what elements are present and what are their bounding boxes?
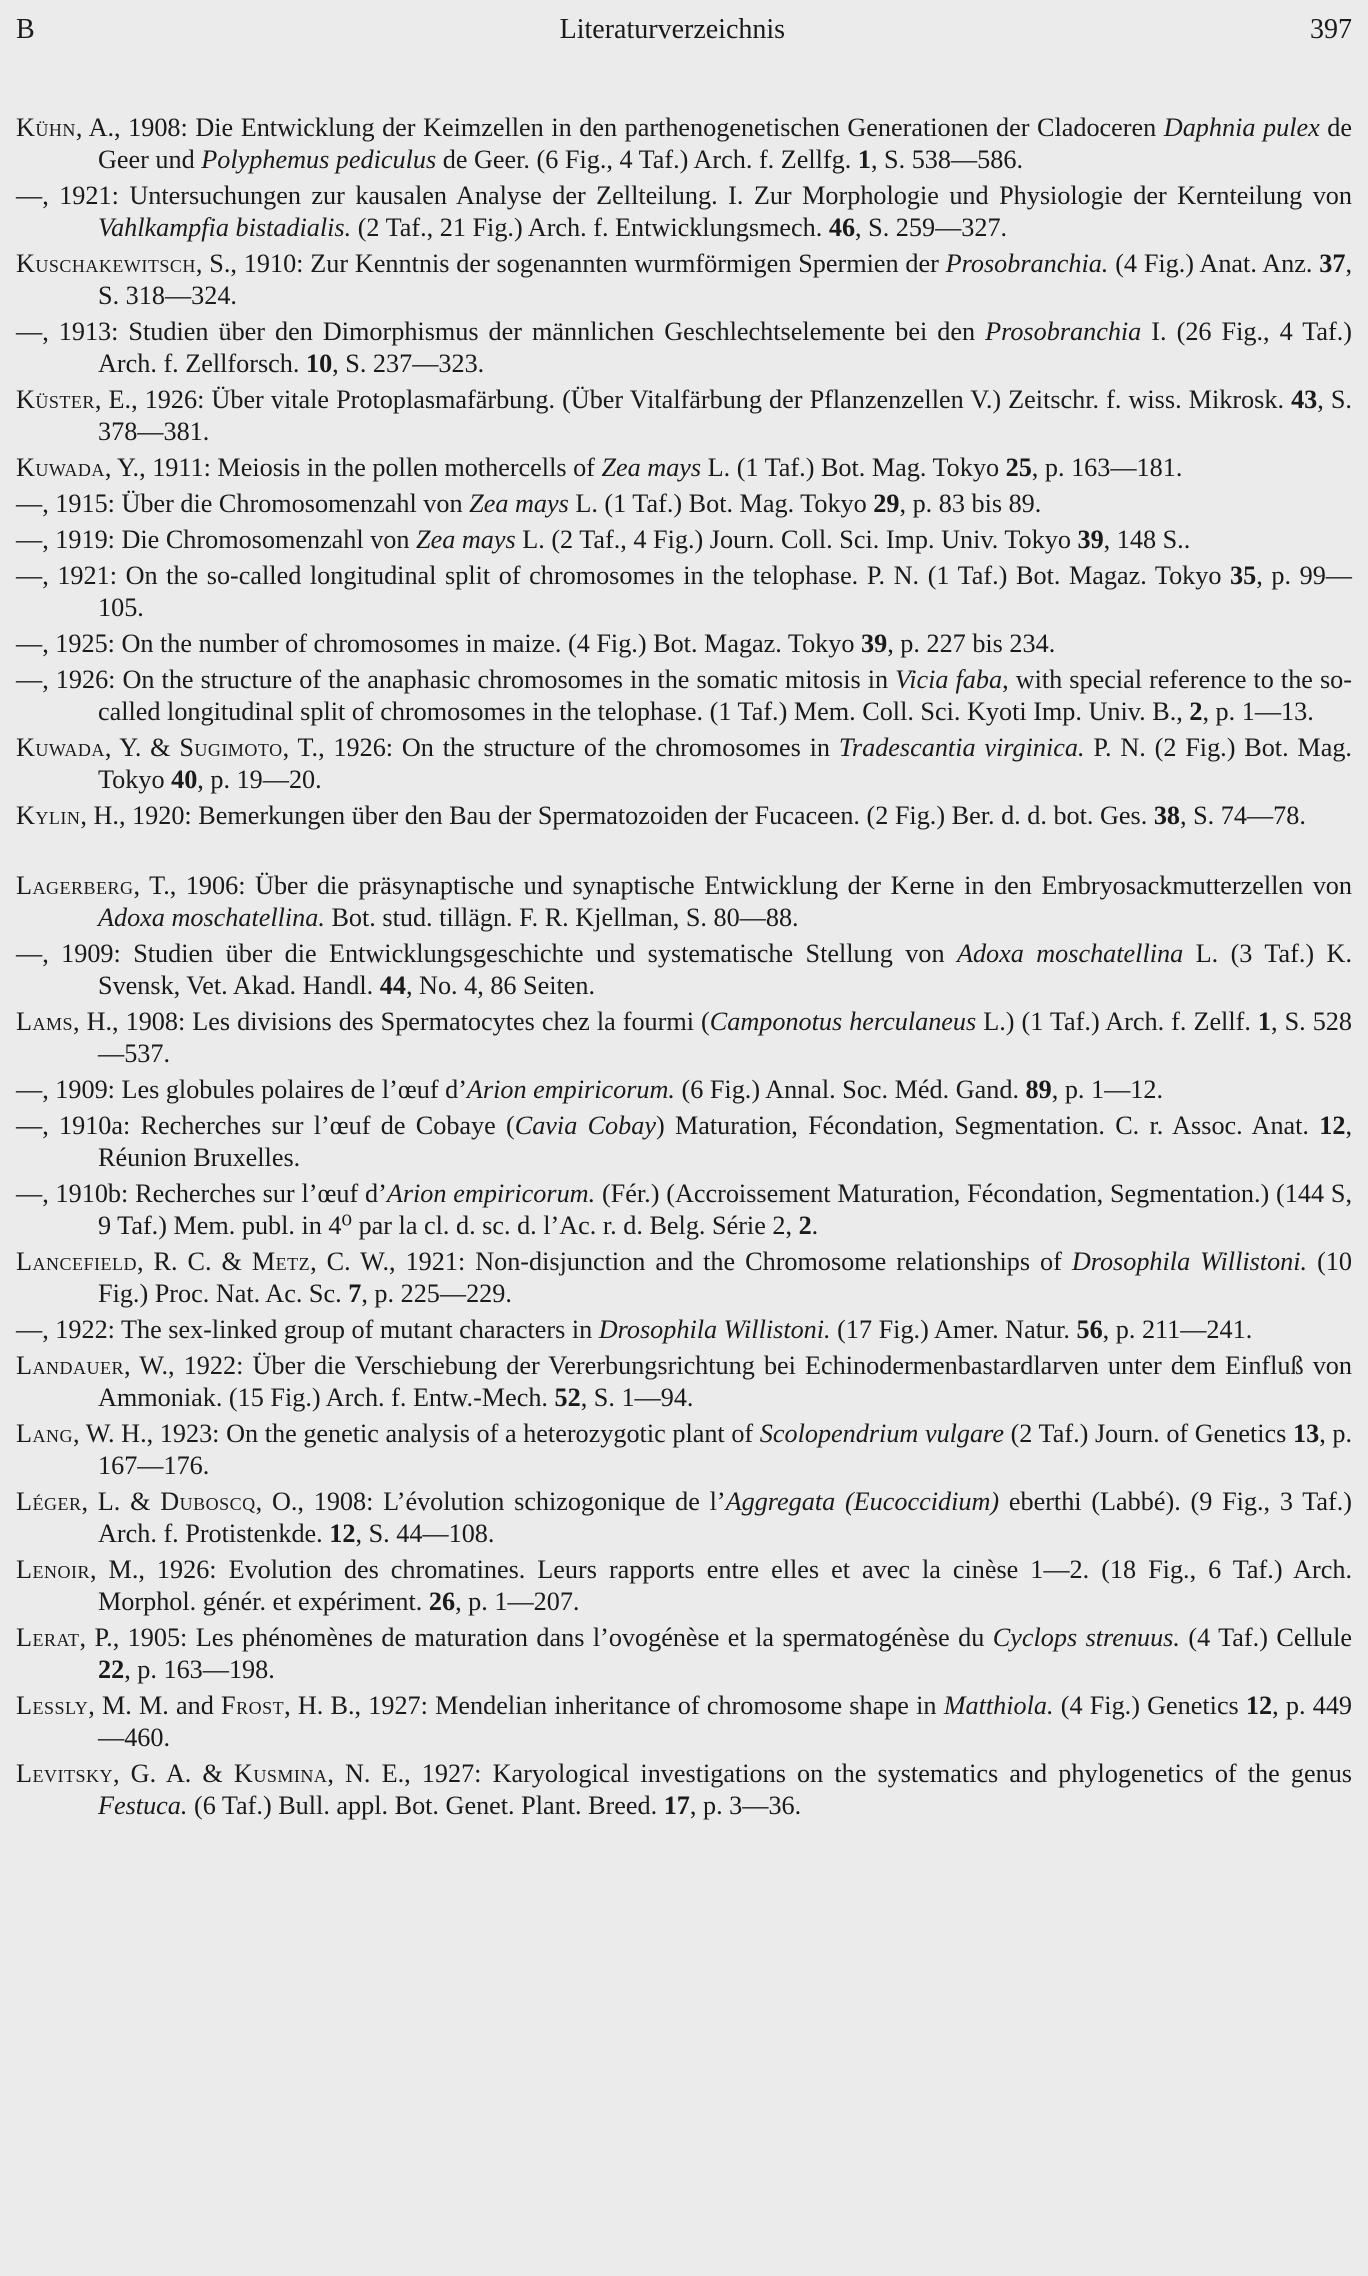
entry-text: , T., 1906: Über die präsynaptische und synaptische Entwicklung der Kerne in den Embryosackmutterzellen von xyxy=(133,871,1352,900)
entry-text: , p. 163—198. xyxy=(124,1655,275,1684)
volume-number: 7 xyxy=(348,1279,362,1308)
bibliography-entry xyxy=(16,1178,1352,1242)
bibliography-entry xyxy=(16,938,1352,1002)
entry-text: , E., 1926: Über vitale Protoplasmafärbung. (Über Vitalfärbung der Pflanzenzellen V.) Zeitschr. f. wiss. Mikrosk. xyxy=(94,385,1292,414)
volume-number: 17 xyxy=(663,1791,690,1820)
entry-text: , p. 1—207. xyxy=(455,1587,580,1616)
italic-taxon: Adoxa moschatellina xyxy=(956,939,1184,968)
entry-text: (2 Taf.) Journ. of Genetics xyxy=(1003,1419,1293,1448)
volume-number: 56 xyxy=(1076,1315,1103,1344)
entry-text: , S., 1910: Zur Kenntnis der sogenannten wurmförmigen Spermien der xyxy=(195,249,946,278)
entry-text: , No. 4, 86 Seiten. xyxy=(405,971,596,1000)
author-name: Kühn xyxy=(16,113,76,142)
author-name: Kuschakewitsch xyxy=(16,249,196,278)
entry-text: , S. 44—108. xyxy=(355,1519,495,1548)
italic-taxon: Adoxa moschatellina. xyxy=(98,903,325,932)
entry-text: , P., 1905: Les phénomènes de maturation dans l’ovogénèse et la spermatogénèse du xyxy=(79,1623,993,1652)
bibliography-entry xyxy=(16,488,1352,520)
entry-text: (4 Fig.) Anat. Anz. xyxy=(1108,249,1320,278)
author-name: Lerat xyxy=(16,1623,80,1652)
bibliography-entry xyxy=(16,1418,1352,1482)
author-name: Levitsky xyxy=(16,1759,113,1788)
entry-text: L. (2 Taf., 4 Fig.) Journ. Coll. Sci. Imp. Univ. Tokyo xyxy=(515,525,1078,554)
volume-number: 29 xyxy=(873,489,900,518)
bibliography-entry xyxy=(16,1314,1352,1346)
entry-text: (2 Taf., 21 Fig.) Arch. f. Entwicklungsmech. xyxy=(351,213,829,242)
entry-text: , S. 259—327. xyxy=(855,213,1008,242)
entry-text: , p. 3—36. xyxy=(689,1791,802,1820)
entry-text: —, 1921: Untersuchungen zur kausalen Analyse der Zellteilung. I. Zur Morphologie und Physiologie der Kernteilung von xyxy=(16,181,1352,210)
entry-text: , p. 449—460. xyxy=(98,1691,1353,1752)
entry-text: de Geer. (6 Fig., 4 Taf.) Arch. f. Zellfg. xyxy=(436,145,858,174)
entry-text: , C. W., 1921: Non-disjunction and the Chromosome relationships of xyxy=(310,1247,1072,1276)
italic-taxon: Arion empiricorum. xyxy=(386,1179,596,1208)
volume-number: 1 xyxy=(857,145,871,174)
entry-text: , Y. & xyxy=(104,733,180,762)
italic-taxon: Festuca. xyxy=(98,1791,188,1820)
volume-number: 2 xyxy=(798,1211,812,1240)
entry-text: , H. B., 1927: Mendelian inheritance of chromosome shape in xyxy=(284,1691,944,1720)
italic-taxon: Prosobranchia. xyxy=(945,249,1109,278)
bibliography-entry xyxy=(16,800,1352,832)
entry-text: (10 Fig.) Proc. Nat. Ac. Sc. xyxy=(98,1247,1352,1308)
entry-text: , S. 378—381. xyxy=(98,385,1352,446)
entry-text: L. (1 Taf.) Bot. Mag. Tokyo xyxy=(568,489,874,518)
volume-number: 89 xyxy=(1025,1075,1052,1104)
bibliography-entry xyxy=(16,1622,1352,1686)
entry-text: —, 1922: The sex-linked group of mutant characters in xyxy=(16,1315,599,1344)
signature-letter: B xyxy=(16,14,35,45)
volume-number: 26 xyxy=(428,1587,456,1616)
bibliography-entry xyxy=(16,452,1352,484)
author-name: Küster xyxy=(16,385,95,414)
bibliography-entry xyxy=(16,1554,1352,1618)
entry-text: —, 1910a: Recherches sur l’œuf de Cobaye ( xyxy=(16,1111,515,1140)
volume-number: 13 xyxy=(1293,1419,1320,1448)
entry-text: , p. 19—20. xyxy=(197,765,322,794)
entry-text: , G. A. & xyxy=(113,1759,234,1788)
italic-taxon: Daphnia pulex xyxy=(1163,113,1320,142)
entry-text: —, 1909: Studien über die Entwicklungsgeschichte und systematische Stellung von xyxy=(16,939,957,968)
bibliography-entry xyxy=(16,1690,1352,1754)
volume-number: 40 xyxy=(171,765,198,794)
entry-text: (17 Fig.) Amer. Natur. xyxy=(830,1315,1077,1344)
italic-taxon: Drosophila Willistoni. xyxy=(1071,1247,1308,1276)
volume-number: 12 xyxy=(329,1519,356,1548)
entry-text: . xyxy=(811,1211,819,1240)
italic-taxon: Vahlkampfia bistadialis. xyxy=(98,213,352,242)
bibliography-entry xyxy=(16,524,1352,556)
volume-number: 22 xyxy=(98,1655,125,1684)
volume-number: 2 xyxy=(1189,697,1203,726)
author-name: Lang xyxy=(16,1419,73,1448)
entry-text: , p. 83 bis 89. xyxy=(899,489,1042,518)
entry-text: —, 1919: Die Chromosomenzahl von xyxy=(16,525,417,554)
italic-taxon: Scolopendrium vulgare xyxy=(759,1419,1004,1448)
bibliography-list xyxy=(16,112,1352,1822)
volume-number: 46 xyxy=(828,213,856,242)
bibliography-entry xyxy=(16,1110,1352,1174)
volume-number: 44 xyxy=(379,971,406,1000)
entry-text: de Geer und xyxy=(98,113,1352,174)
italic-taxon: Zea mays xyxy=(469,489,569,518)
author-name: Lenoir xyxy=(16,1555,90,1584)
bibliography-entry xyxy=(16,732,1352,796)
entry-text: , with special reference to the so-called longitudinal split of chromosomes in the telophase. (1 Taf.) Mem. Coll. Sci. Kyoti Imp. Univ. B., xyxy=(98,665,1352,726)
bibliography-entry xyxy=(16,248,1352,312)
italic-taxon: Arion empiricorum. xyxy=(466,1075,675,1104)
italic-taxon: Matthiola. xyxy=(943,1691,1054,1720)
entry-text: , W., 1922: Über die Verschiebung der Vererbungsrichtung bei Echinodermenbastardlarven unter dem Einfluß von Ammoniak. (15 Fig.) Arch. f. Entw.-Mech. xyxy=(98,1351,1352,1412)
italic-taxon: Cyclops strenuus. xyxy=(992,1623,1180,1652)
entry-text: , p. 1—13. xyxy=(1202,697,1314,726)
author-name: Metz xyxy=(251,1247,311,1276)
bibliography-entry xyxy=(16,1758,1352,1822)
author-name: Lancefield xyxy=(16,1247,137,1276)
entry-text: , L. & xyxy=(81,1487,161,1516)
entry-text: —, 1921: On the so-called longitudinal split of chromosomes in the telophase. P. N. (1 Taf.) Bot. Magaz. Tokyo xyxy=(16,561,1231,590)
volume-number: 25 xyxy=(1005,453,1032,482)
bibliography-entry xyxy=(16,628,1352,660)
volume-number: 37 xyxy=(1319,249,1346,278)
entry-text: L. (1 Taf.) Bot. Mag. Tokyo xyxy=(701,453,1006,482)
author-name: Duboscq xyxy=(160,1487,256,1516)
author-name: Kusmina xyxy=(233,1759,328,1788)
entry-text: —, 1926: On the structure of the anaphasic chromosomes in the somatic mitosis in xyxy=(16,665,896,694)
entry-text: , p. 227 bis 234. xyxy=(887,629,1056,658)
entry-text: I. (26 Fig., 4 Taf.) Arch. f. Zellforsch. xyxy=(98,317,1352,378)
volume-number: 12 xyxy=(1245,1691,1273,1720)
running-head xyxy=(16,14,1352,58)
bibliography-entry xyxy=(16,316,1352,380)
page-number: 397 xyxy=(1310,14,1352,45)
entry-text: , p. 99—105. xyxy=(98,561,1352,622)
entry-text: (4 Taf.) Cellule xyxy=(1179,1623,1352,1652)
entry-text: —, 1909: Les globules polaires de l’œuf d’ xyxy=(16,1075,467,1104)
entry-text: , p. 167—176. xyxy=(98,1419,1352,1480)
entry-text: , p. 1—12. xyxy=(1051,1075,1164,1104)
bibliography-entry xyxy=(16,1486,1352,1550)
italic-taxon: Vicia faba xyxy=(895,665,1003,694)
entry-text: , S. 1—94. xyxy=(580,1383,694,1412)
entry-text: , p. 163—181. xyxy=(1031,453,1183,482)
entry-text: , p. 225—229. xyxy=(361,1279,512,1308)
author-name: Léger xyxy=(16,1487,82,1516)
entry-text: L. (3 Taf.) K. Svensk, Vet. Akad. Handl. xyxy=(98,939,1352,1000)
bibliography-entry xyxy=(16,560,1352,624)
italic-taxon: Camponotus herculaneus xyxy=(709,1007,977,1036)
entry-text: , M., 1926: Evolution des chromatines. Leurs rapports entre elles et avec la cinèse 1—2. (18 Fig., 6 Taf.) Arch. Morphol. génér. et expériment. xyxy=(90,1555,1352,1616)
volume-number: 35 xyxy=(1230,561,1257,590)
bibliography-entry xyxy=(16,870,1352,934)
entry-text: Bot. stud. tillägn. F. R. Kjellman, S. 80—88. xyxy=(324,903,799,932)
italic-taxon: Drosophila Willistoni. xyxy=(598,1315,831,1344)
author-name: Kylin xyxy=(16,801,81,830)
author-name: Lams xyxy=(16,1007,74,1036)
author-name: Sugimoto xyxy=(179,733,283,762)
italic-taxon: Cavia Cobay xyxy=(514,1111,656,1140)
entry-text: , M. M. and xyxy=(88,1691,222,1720)
author-name: Lessly xyxy=(16,1691,89,1720)
volume-number: 43 xyxy=(1291,385,1318,414)
volume-number: 38 xyxy=(1153,801,1181,830)
entry-text: , A., 1908: Die Entwicklung der Keimzellen in den parthenogenetischen Generationen der Cladoceren xyxy=(75,113,1164,142)
bibliography-entry xyxy=(16,1006,1352,1070)
author-name: Lagerberg xyxy=(16,871,134,900)
volume-number: 39 xyxy=(1077,525,1104,554)
author-name: Frost xyxy=(221,1691,285,1720)
entry-text: , W. H., 1923: On the genetic analysis of a heterozygotic plant of xyxy=(73,1419,760,1448)
volume-number: 10 xyxy=(305,349,333,378)
entry-text: , S. 74—78. xyxy=(1180,801,1306,830)
entry-text: , T., 1926: On the structure of the chromosomes in xyxy=(282,733,839,762)
entry-text: —, 1910b: Recherches sur l’œuf d’ xyxy=(16,1179,387,1208)
italic-taxon: Polyphemus pediculus xyxy=(201,145,437,174)
entry-text: , N. E., 1927: Karyological investigations on the systematics and phylogenetics of the genus xyxy=(327,1759,1352,1788)
volume-number: 52 xyxy=(554,1383,581,1412)
volume-number: 1 xyxy=(1257,1007,1271,1036)
entry-text: , H., 1920: Bemerkungen über den Bau der Spermatozoiden der Fucaceen. (2 Fig.) Ber. d. d. bot. Ges. xyxy=(80,801,1154,830)
entry-text: , R. C. & xyxy=(137,1247,252,1276)
bibliography-entry xyxy=(16,180,1352,244)
volume-number: 39 xyxy=(861,629,888,658)
entry-text: (6 Fig.) Annal. Soc. Méd. Gand. xyxy=(674,1075,1026,1104)
entry-text: , S. 538—586. xyxy=(870,145,1024,174)
italic-taxon: Zea mays xyxy=(416,525,516,554)
italic-taxon: Aggregata (Eucoccidium) xyxy=(725,1487,1000,1516)
author-name: Kuwada xyxy=(16,733,105,762)
bibliography-entry xyxy=(16,664,1352,728)
entry-text: L.) (1 Taf.) Arch. f. Zellf. xyxy=(976,1007,1258,1036)
bibliography-entry xyxy=(16,1350,1352,1414)
bibliography-entry xyxy=(16,112,1352,176)
entry-text: (Fér.) (Accroissement Maturation, Fécondation, Segmentation.) (144 S, 9 Taf.) Mem. publ. in 4⁰ par la cl. d. sc. d. l’Ac. r. d. Belg. Série 2, xyxy=(98,1179,1352,1240)
entry-text: eberthi (Labbé). (9 Fig., 3 Taf.) Arch. f. Protistenkde. xyxy=(98,1487,1352,1548)
entry-text: (6 Taf.) Bull. appl. Bot. Genet. Plant. Breed. xyxy=(187,1791,664,1820)
entry-text: (4 Fig.) Genetics xyxy=(1053,1691,1246,1720)
entry-text: , H., 1908: Les divisions des Spermatocytes chez la fourmi ( xyxy=(73,1007,710,1036)
author-name: Kuwada xyxy=(16,453,105,482)
entry-text: ) Maturation, Fécondation, Segmentation. C. r. Assoc. Anat. xyxy=(655,1111,1320,1140)
entry-text: , p. 211—241. xyxy=(1102,1315,1253,1344)
italic-taxon: Prosobranchia xyxy=(985,317,1142,346)
entry-text: , S. 237—323. xyxy=(332,349,485,378)
volume-number: 12 xyxy=(1319,1111,1346,1140)
entry-text: —, 1925: On the number of chromosomes in maize. (4 Fig.) Bot. Magaz. Tokyo xyxy=(16,629,862,658)
entry-text: , S. 318—324. xyxy=(98,249,1352,310)
entry-text: , 148 S.. xyxy=(1103,525,1191,554)
author-name: Landauer xyxy=(16,1351,124,1380)
entry-text: , O., 1908: L’évolution schizogonique de l’ xyxy=(255,1487,726,1516)
entry-text: —, 1913: Studien über den Dimorphismus der männlichen Geschlechtselemente bei den xyxy=(16,317,986,346)
italic-taxon: Zea mays xyxy=(601,453,702,482)
entry-text: —, 1915: Über die Chromosomenzahl von xyxy=(16,489,470,518)
entry-text: P. N. (2 Fig.) Bot. Mag. Tokyo xyxy=(98,733,1352,794)
entry-text: , Réunion Bruxelles. xyxy=(98,1111,1352,1172)
page-title: Literaturverzeichnis xyxy=(559,14,786,45)
bibliography-entry xyxy=(16,1074,1352,1106)
entry-text: , S. 528—537. xyxy=(98,1007,1352,1068)
italic-taxon: Tradescantia virginica. xyxy=(838,733,1085,762)
entry-text: , Y., 1911: Meiosis in the pollen mothercells of xyxy=(104,453,602,482)
bibliography-entry xyxy=(16,1246,1352,1310)
bibliography-entry xyxy=(16,384,1352,448)
